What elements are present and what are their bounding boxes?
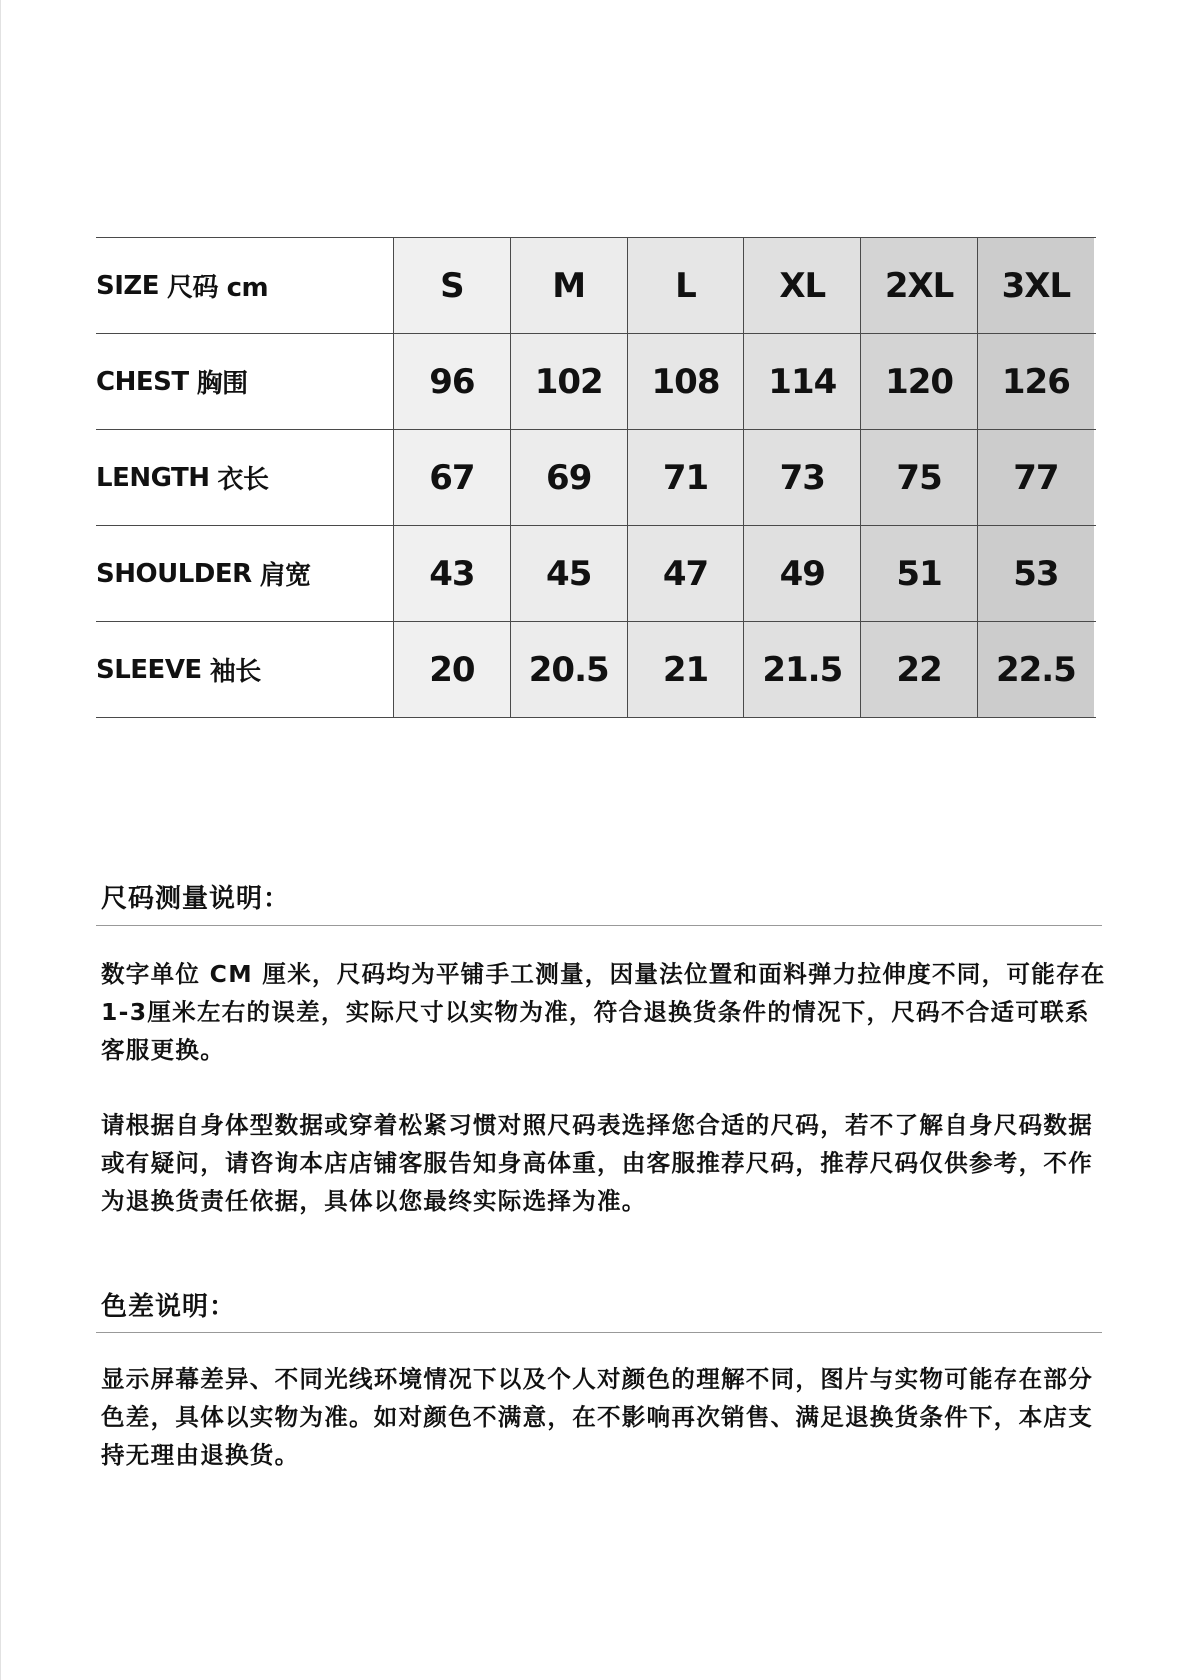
row-label-cn: 胸围 [196, 369, 248, 399]
table-cell: 114 [743, 334, 860, 429]
size-header-cell: 2XL [860, 238, 977, 333]
row-label-en: SHOULDER [96, 558, 252, 589]
table-cell: 102 [510, 334, 627, 429]
table-row-length [96, 429, 1096, 525]
size-table [96, 237, 1096, 718]
table-cell: 21 [627, 622, 744, 717]
header-label-cn: 尺码 cm [167, 273, 269, 303]
size-header-cell: L [627, 238, 744, 333]
size-header-cell: 3XL [977, 238, 1094, 333]
row-label-en: LENGTH [96, 462, 210, 493]
color-notes-paragraph: 显示屏幕差异、不同光线环境情况下以及个人对颜色的理解不同，图片与实物可能存在部分色差，具体以实物为准。如对颜色不满意，在不影响再次销售、满足退换货条件下，本店支持无理由退换货。 [101, 1365, 1093, 1469]
table-cell: 43 [393, 526, 510, 621]
table-row-chest [96, 333, 1096, 429]
row-label-cn: 衣长 [217, 465, 269, 495]
table-cell: 67 [393, 430, 510, 525]
table-cell: 20.5 [510, 622, 627, 717]
table-cell: 22 [860, 622, 977, 717]
table-cell: 120 [860, 334, 977, 429]
table-cell: 53 [977, 526, 1094, 621]
measurement-notes-title: 尺码测量说明： [101, 884, 291, 914]
table-cell: 126 [977, 334, 1094, 429]
row-label [96, 334, 393, 429]
measurement-notes-paragraph-2: 请根据自身体型数据或穿着松紧习惯对照尺码表选择您合适的尺码，若不了解自身尺码数据或有疑问，请咨询本店店铺客服告知身高体重，由客服推荐尺码，推荐尺码仅供参考，不作为退换货责任依据，具体以您最终实际选择为准。 [101, 1111, 1093, 1215]
row-label [96, 430, 393, 525]
measurement-notes-paragraph-1: 数字单位 CM 厘米，尺码均为平铺手工测量，因量法位置和面料弹力拉伸度不同，可能存在1-3厘米左右的误差，实际尺寸以实物为准，符合退换货条件的情况下，尺码不合适可联系客服更换。 [101, 960, 1106, 1064]
row-label-en: SLEEVE [96, 654, 202, 685]
table-cell: 21.5 [743, 622, 860, 717]
page-edge [0, 0, 1, 1680]
header-label [96, 238, 393, 333]
row-label [96, 526, 393, 621]
size-table-header-row [96, 237, 1096, 333]
measurement-notes-divider [96, 925, 1102, 926]
row-label [96, 622, 393, 717]
table-row-shoulder [96, 525, 1096, 621]
row-label-en: CHEST [96, 366, 189, 397]
size-header-cell: M [510, 238, 627, 333]
color-notes-divider [96, 1332, 1102, 1333]
table-cell: 20 [393, 622, 510, 717]
table-cell: 96 [393, 334, 510, 429]
color-notes-title: 色差说明： [101, 1292, 237, 1322]
size-header-cell: S [393, 238, 510, 333]
table-cell: 75 [860, 430, 977, 525]
table-row-sleeve [96, 621, 1096, 718]
row-label-cn: 袖长 [209, 657, 261, 687]
table-cell: 22.5 [977, 622, 1094, 717]
table-cell: 45 [510, 526, 627, 621]
size-header-cell: XL [743, 238, 860, 333]
table-cell: 69 [510, 430, 627, 525]
table-cell: 73 [743, 430, 860, 525]
table-cell: 77 [977, 430, 1094, 525]
table-cell: 108 [627, 334, 744, 429]
row-label-cn: 肩宽 [259, 561, 311, 591]
table-cell: 49 [743, 526, 860, 621]
table-cell: 71 [627, 430, 744, 525]
table-cell: 51 [860, 526, 977, 621]
header-label-en: SIZE [96, 270, 160, 301]
table-cell: 47 [627, 526, 744, 621]
